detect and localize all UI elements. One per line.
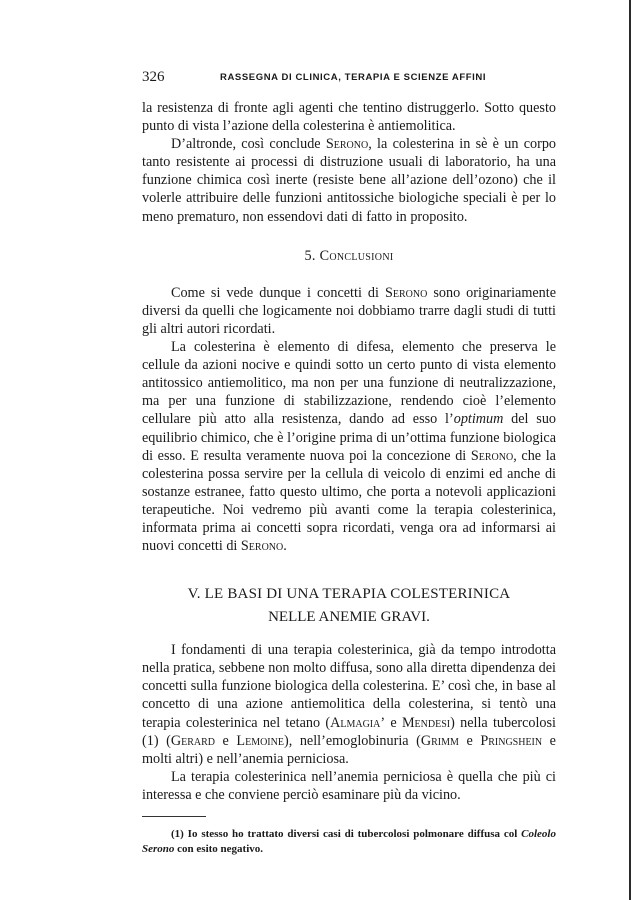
- paragraph-2: D’altronde, così conclude Serono, la colesterina in sè è un corpo tanto resistente ai processi di distruzione usuali di laboratorio, ha una funzione chimica così inerte (resiste bene all’azione dell’ozono) che il volerle attribuire delle funzioni antitossiche biologiche speciali è per lo meno prematuro, non essendovi dati di fatto in proposito.: [142, 136, 557, 225]
- paragraph-6: La terapia colesterinica nell’anemia perniciosa è quella che più ci interessa e che conviene perciò esaminare più da vicino.: [142, 768, 556, 803]
- paragraph-4: La colesterina è elemento di difesa, elemento che preserva le cellule da azioni nocive e quindi sotto un certo punto di vista elemento antitossico antiemolitico, ma non per una funzione di neutralizzazione, ma per una funzione di stabilizzazione, rendendo cioè l’elemento cellulare più atto alla resistenza, dando ad esso l’optimum del suo equilibrio chimico, che è l’origine prima di un’ottima funzione biologica di esso. E resulta veramente nuova poi la concezione di Serono, che la colesterina possa servire per la cellula di veicolo di enzimi ed anche di sostanze estranee, fatto questo ultimo, che porta a notevoli applicazioni terapeutiche. Noi vedremo più avanti come la terapia colesterinica, informata prima ai concetti sopra ricordati, venga ora ad informarsi ai nuovi concetti di Serono.: [142, 339, 557, 555]
- paragraph-1: la resistenza di fronte agli agenti che tentino distruggerlo. Sotto questo punto di vista l’azione della colesterina è antiemolitica.: [142, 100, 556, 135]
- section-heading-conclusioni: 5. Conclusioni: [304, 247, 394, 264]
- footnote-1: (1) Io stesso ho trattato diversi casi di tubercolosi polmonare diffusa col Coleolo Serono con esito negativo.: [142, 828, 556, 855]
- paragraph-5: I fondamenti di una terapia colesterinica, già da tempo introdotta nella pratica, sebbene non molto diffusa, sono alla diretta dipendenza dei concetti sulla funzione biologica della colesterina. E’ così che, in base al concetto di una azione antiemolitica della colesterina, si tentò una terapia colesterinica nel tetano (Almagia’ e Mendesi) nella tubercolosi (1) (Gerard e Lemoine), nell’emoglobinuria (Grimm e Pringshein e molti altri) e nell’anemia perniciosa.: [142, 642, 556, 767]
- chapter-heading-line-2: NELLE ANEMIE GRAVI.: [268, 609, 430, 626]
- chapter-heading-line-1: V. LE BASI DI UNA TERAPIA COLESTERINICA: [187, 586, 511, 603]
- author-serono: Serono: [240, 538, 284, 555]
- term-optimum: optimum: [453, 411, 504, 428]
- footnote-divider: [142, 816, 206, 817]
- page-number: 326: [142, 69, 165, 85]
- page-body: [142, 99, 556, 857]
- paragraph-3: Come si vede dunque i concetti di Serono sono originariamente diversi da quelli che logicamente noi dobbiamo trarre dagli studi di tutti gli altri autori ricordati.: [142, 284, 557, 337]
- author-serono: Serono: [384, 284, 428, 301]
- author-serono: Serono: [470, 447, 514, 464]
- page-edge-rule: [629, 0, 631, 900]
- running-title: RASSEGNA DI CLINICA, TERAPIA E SCIENZE AFFINI: [220, 72, 487, 83]
- author-serono: Serono: [325, 136, 369, 153]
